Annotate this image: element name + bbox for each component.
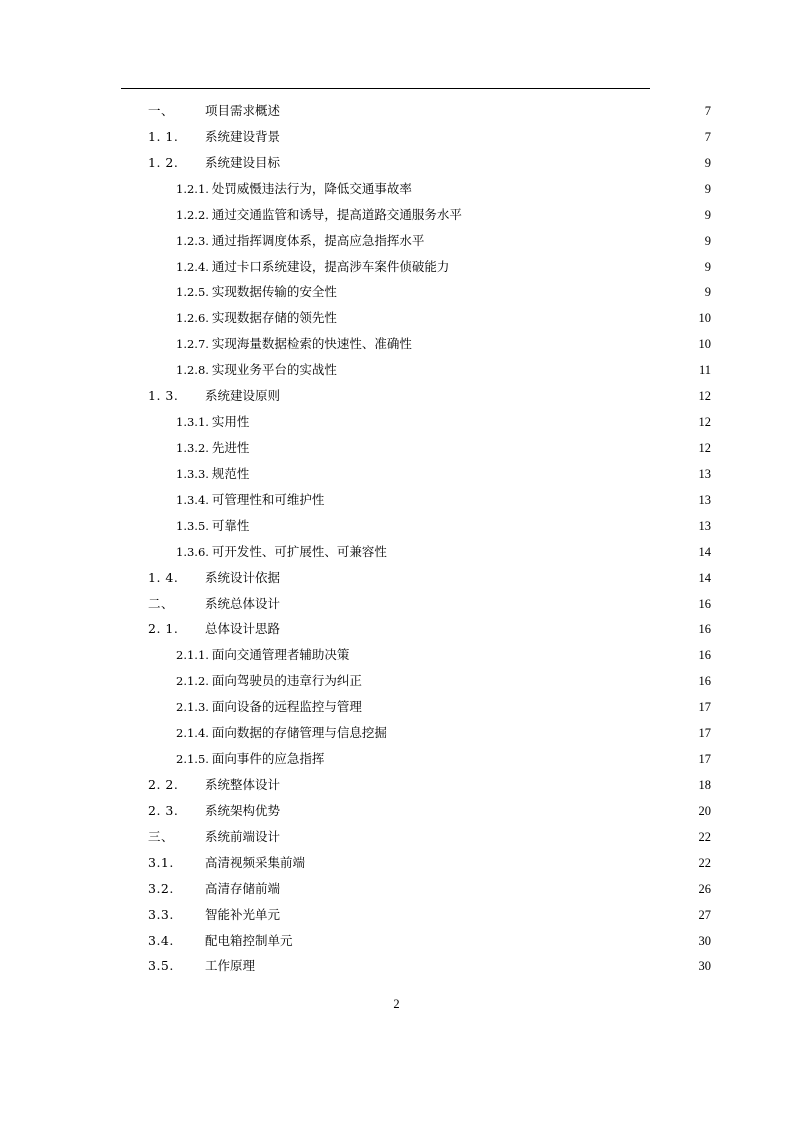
toc-entry-title: 系统设计依据 <box>205 569 281 585</box>
toc-entry-number: 2.1.1. <box>176 648 209 663</box>
toc-entry-number: 1.2.5. <box>176 285 209 300</box>
toc-entry-number: 1.2.2. <box>176 207 209 222</box>
toc-entry-number: 1.2.3. <box>176 233 209 248</box>
toc-entry[interactable] <box>148 928 711 954</box>
toc-entry[interactable] <box>148 331 711 357</box>
toc-dot-leader <box>363 699 698 713</box>
toc-entry-page: 14 <box>698 570 711 585</box>
toc-entry-title: 高清视频采集前端 <box>205 854 306 870</box>
toc-entry-page: 26 <box>698 881 711 896</box>
toc-entry-number: 一、 <box>148 103 175 118</box>
toc-entry-number: 二、 <box>148 595 175 611</box>
toc-entry[interactable] <box>148 357 711 383</box>
toc-entry-page: 10 <box>698 337 711 352</box>
toc-entry-page: 13 <box>698 518 711 533</box>
toc-entry-number: 1.2.6. <box>176 311 209 326</box>
toc-dot-leader <box>281 103 704 117</box>
toc-entry-title: 总体设计思路 <box>205 621 281 637</box>
toc-entry-number: 3.5. <box>148 958 174 974</box>
toc-entry[interactable] <box>148 124 711 150</box>
toc-entry[interactable] <box>148 798 711 824</box>
toc-dot-leader <box>281 596 697 610</box>
toc-entry-title: 系统前端设计 <box>205 828 281 844</box>
toc-entry-page: 12 <box>698 440 711 455</box>
toc-entry[interactable] <box>148 98 711 124</box>
toc-dot-leader <box>281 907 697 921</box>
toc-dot-leader <box>463 207 704 221</box>
toc-entry-page: 16 <box>698 674 711 689</box>
toc-entry-number: 3.1. <box>148 854 174 870</box>
toc-entry[interactable] <box>148 642 711 668</box>
toc-entry-page: 30 <box>698 959 711 974</box>
toc-entry-number: 2. 2. <box>148 776 179 792</box>
toc-dot-leader <box>281 570 697 584</box>
toc-entry-number: 2.1.4. <box>176 726 209 741</box>
toc-entry-page: 22 <box>698 855 711 870</box>
toc-entry-title: 系统架构优势 <box>205 802 281 818</box>
toc-dot-leader <box>325 492 697 506</box>
toc-entry[interactable] <box>148 254 711 280</box>
toc-entry-number: 1. 2. <box>148 154 179 170</box>
toc-entry-page: 9 <box>704 155 711 170</box>
toc-entry[interactable] <box>148 565 711 591</box>
toc-entry[interactable] <box>148 202 711 228</box>
toc-entry-title: 可靠性 <box>211 517 250 533</box>
toc-dot-leader <box>281 803 697 817</box>
toc-entry-number: 三、 <box>148 828 175 844</box>
toc-entry-page: 27 <box>698 907 711 922</box>
toc-entry-title: 实现数据存储的领先性 <box>211 310 337 326</box>
toc-entry[interactable] <box>148 409 711 435</box>
toc-entry[interactable] <box>148 176 711 202</box>
toc-entry-title: 通过卡口系统建设，提高涉车案件侦破能力 <box>211 258 450 274</box>
toc-entry[interactable] <box>148 279 711 305</box>
toc-dot-leader <box>281 881 697 895</box>
toc-dot-leader <box>281 621 697 635</box>
toc-dot-leader <box>338 284 704 298</box>
toc-entry-number: 1.2.8. <box>176 363 209 378</box>
toc-entry-title: 面向事件的应急指挥 <box>211 751 325 767</box>
toc-entry-title: 先进性 <box>211 439 250 455</box>
toc-dot-leader <box>413 336 698 350</box>
table-of-contents <box>148 98 711 979</box>
toc-dot-leader <box>294 933 698 947</box>
toc-entry[interactable] <box>148 746 711 772</box>
toc-entry[interactable] <box>148 513 711 539</box>
toc-entry-number: 1.2.4. <box>176 259 209 274</box>
toc-dot-leader <box>281 777 697 791</box>
toc-entry-title: 配电箱控制单元 <box>205 932 293 948</box>
toc-entry-number: 1. 1. <box>148 128 179 144</box>
toc-entry[interactable] <box>148 902 711 928</box>
toc-entry-number: 2.1.3. <box>176 700 209 715</box>
toc-entry-title: 可管理性和可维护性 <box>211 491 325 507</box>
toc-entry-title: 系统建设背景 <box>205 128 281 144</box>
toc-entry-page: 13 <box>698 492 711 507</box>
toc-entry-page: 7 <box>704 104 711 118</box>
toc-entry-title: 实现海量数据检索的快速性、准确性 <box>211 336 412 352</box>
toc-entry-title: 规范性 <box>211 465 250 481</box>
toc-entry[interactable] <box>148 487 711 513</box>
toc-entry-title: 项目需求概述 <box>205 103 281 118</box>
toc-entry-title: 工作原理 <box>205 958 256 974</box>
toc-entry-title: 通过交通监管和诱导，提高道路交通服务水平 <box>211 206 462 222</box>
toc-dot-leader <box>325 751 697 765</box>
toc-entry-title: 系统建设目标 <box>205 154 281 170</box>
toc-entry-number: 2.1.2. <box>176 674 209 689</box>
toc-dot-leader <box>413 181 704 195</box>
toc-entry-page: 9 <box>704 181 711 196</box>
toc-entry-title: 系统整体设计 <box>205 776 281 792</box>
toc-entry-page: 14 <box>698 544 711 559</box>
toc-entry-title: 实现数据传输的安全性 <box>211 284 337 300</box>
toc-entry-page: 30 <box>698 933 711 948</box>
toc-entry-number: 3.3. <box>148 906 174 922</box>
toc-entry-number: 1.3.2. <box>176 440 209 455</box>
toc-entry-page: 11 <box>698 363 711 378</box>
toc-entry[interactable] <box>148 772 711 798</box>
toc-entry-number: 3.4. <box>148 932 174 948</box>
toc-dot-leader <box>306 855 697 869</box>
toc-entry-number: 2. 1. <box>148 621 179 637</box>
toc-dot-leader <box>388 725 698 739</box>
toc-entry[interactable] <box>148 383 711 409</box>
toc-entry-page: 16 <box>698 622 711 637</box>
toc-entry-number: 1.3.3. <box>176 466 209 481</box>
toc-entry-number: 3.2. <box>148 880 174 896</box>
toc-dot-leader <box>250 414 697 428</box>
toc-dot-leader <box>350 647 697 661</box>
toc-entry-number: 2.1.5. <box>176 752 209 767</box>
toc-entry-page: 17 <box>698 700 711 715</box>
toc-dot-leader <box>250 466 697 480</box>
toc-entry-page: 13 <box>698 466 711 481</box>
toc-entry-title: 实现业务平台的实战性 <box>211 362 337 378</box>
footer-page-number: 2 <box>393 997 400 1011</box>
toc-entry-title: 可开发性、可扩展性、可兼容性 <box>211 543 387 559</box>
toc-entry-title: 面向设备的远程监控与管理 <box>211 699 362 715</box>
toc-entry[interactable] <box>148 228 711 254</box>
toc-entry-page: 12 <box>698 389 711 404</box>
toc-entry-number: 1.3.5. <box>176 518 209 533</box>
toc-dot-leader <box>363 673 698 687</box>
toc-entry-number: 1.3.4. <box>176 492 209 507</box>
toc-entry[interactable] <box>148 150 711 176</box>
toc-entry[interactable] <box>148 539 711 565</box>
toc-entry-number: 1. 3. <box>148 388 179 404</box>
toc-entry-page: 9 <box>704 259 711 274</box>
toc-dot-leader <box>250 518 697 532</box>
toc-entry-title: 通过指挥调度体系，提高应急指挥水平 <box>211 232 425 248</box>
toc-entry-page: 9 <box>704 207 711 222</box>
toc-entry-page: 17 <box>698 752 711 767</box>
toc-dot-leader <box>338 362 698 376</box>
toc-entry-title: 实用性 <box>211 414 250 430</box>
toc-entry-number: 1.3.6. <box>176 544 209 559</box>
toc-entry-page: 9 <box>704 233 711 248</box>
toc-entry-title: 智能补光单元 <box>205 906 281 922</box>
toc-entry-title: 面向数据的存储管理与信息挖掘 <box>211 725 387 741</box>
toc-entry-title: 面向驾驶员的违章行为纠正 <box>211 673 362 689</box>
toc-entry-page: 20 <box>698 803 711 818</box>
toc-entry-number: 2. 3. <box>148 802 179 818</box>
toc-entry-page: 9 <box>704 285 711 300</box>
toc-entry-title: 高清存储前端 <box>205 880 281 896</box>
toc-entry[interactable] <box>148 461 711 487</box>
toc-entry[interactable] <box>148 668 711 694</box>
toc-entry-number: 1.2.7. <box>176 337 209 352</box>
toc-entry[interactable] <box>148 591 711 617</box>
toc-dot-leader <box>250 440 697 454</box>
toc-dot-leader <box>338 310 698 324</box>
toc-entry-page: 18 <box>698 777 711 792</box>
toc-entry[interactable] <box>148 953 711 979</box>
toc-dot-leader <box>281 129 704 143</box>
toc-entry[interactable] <box>148 824 711 850</box>
header-rule <box>121 88 650 89</box>
toc-entry-number: 1. 4. <box>148 569 179 585</box>
toc-dot-leader <box>281 829 697 843</box>
toc-entry-page: 7 <box>704 129 711 144</box>
toc-entry-page: 17 <box>698 726 711 741</box>
toc-entry-page: 22 <box>698 829 711 844</box>
toc-entry-page: 12 <box>698 415 711 430</box>
toc-entry-page: 16 <box>698 648 711 663</box>
toc-entry[interactable] <box>148 876 711 902</box>
toc-entry[interactable] <box>148 305 711 331</box>
toc-entry[interactable] <box>148 616 711 642</box>
toc-entry-number: 1.3.1. <box>176 415 209 430</box>
toc-entry-page: 10 <box>698 311 711 326</box>
toc-dot-leader <box>425 233 703 247</box>
toc-entry[interactable] <box>148 694 711 720</box>
toc-dot-leader <box>450 259 703 273</box>
toc-entry-title: 处罚威慑违法行为，降低交通事故率 <box>211 180 412 196</box>
toc-dot-leader <box>388 544 698 558</box>
toc-entry-title: 面向交通管理者辅助决策 <box>211 647 350 663</box>
toc-entry[interactable] <box>148 850 711 876</box>
toc-entry[interactable] <box>148 435 711 461</box>
toc-entry-title: 系统建设原则 <box>205 388 281 404</box>
toc-entry[interactable] <box>148 720 711 746</box>
toc-entry-page: 16 <box>698 596 711 611</box>
toc-entry-title: 系统总体设计 <box>205 595 281 611</box>
toc-dot-leader <box>256 958 697 972</box>
toc-dot-leader <box>281 388 697 402</box>
toc-entry-number: 1.2.1. <box>176 181 209 196</box>
toc-dot-leader <box>281 155 704 169</box>
